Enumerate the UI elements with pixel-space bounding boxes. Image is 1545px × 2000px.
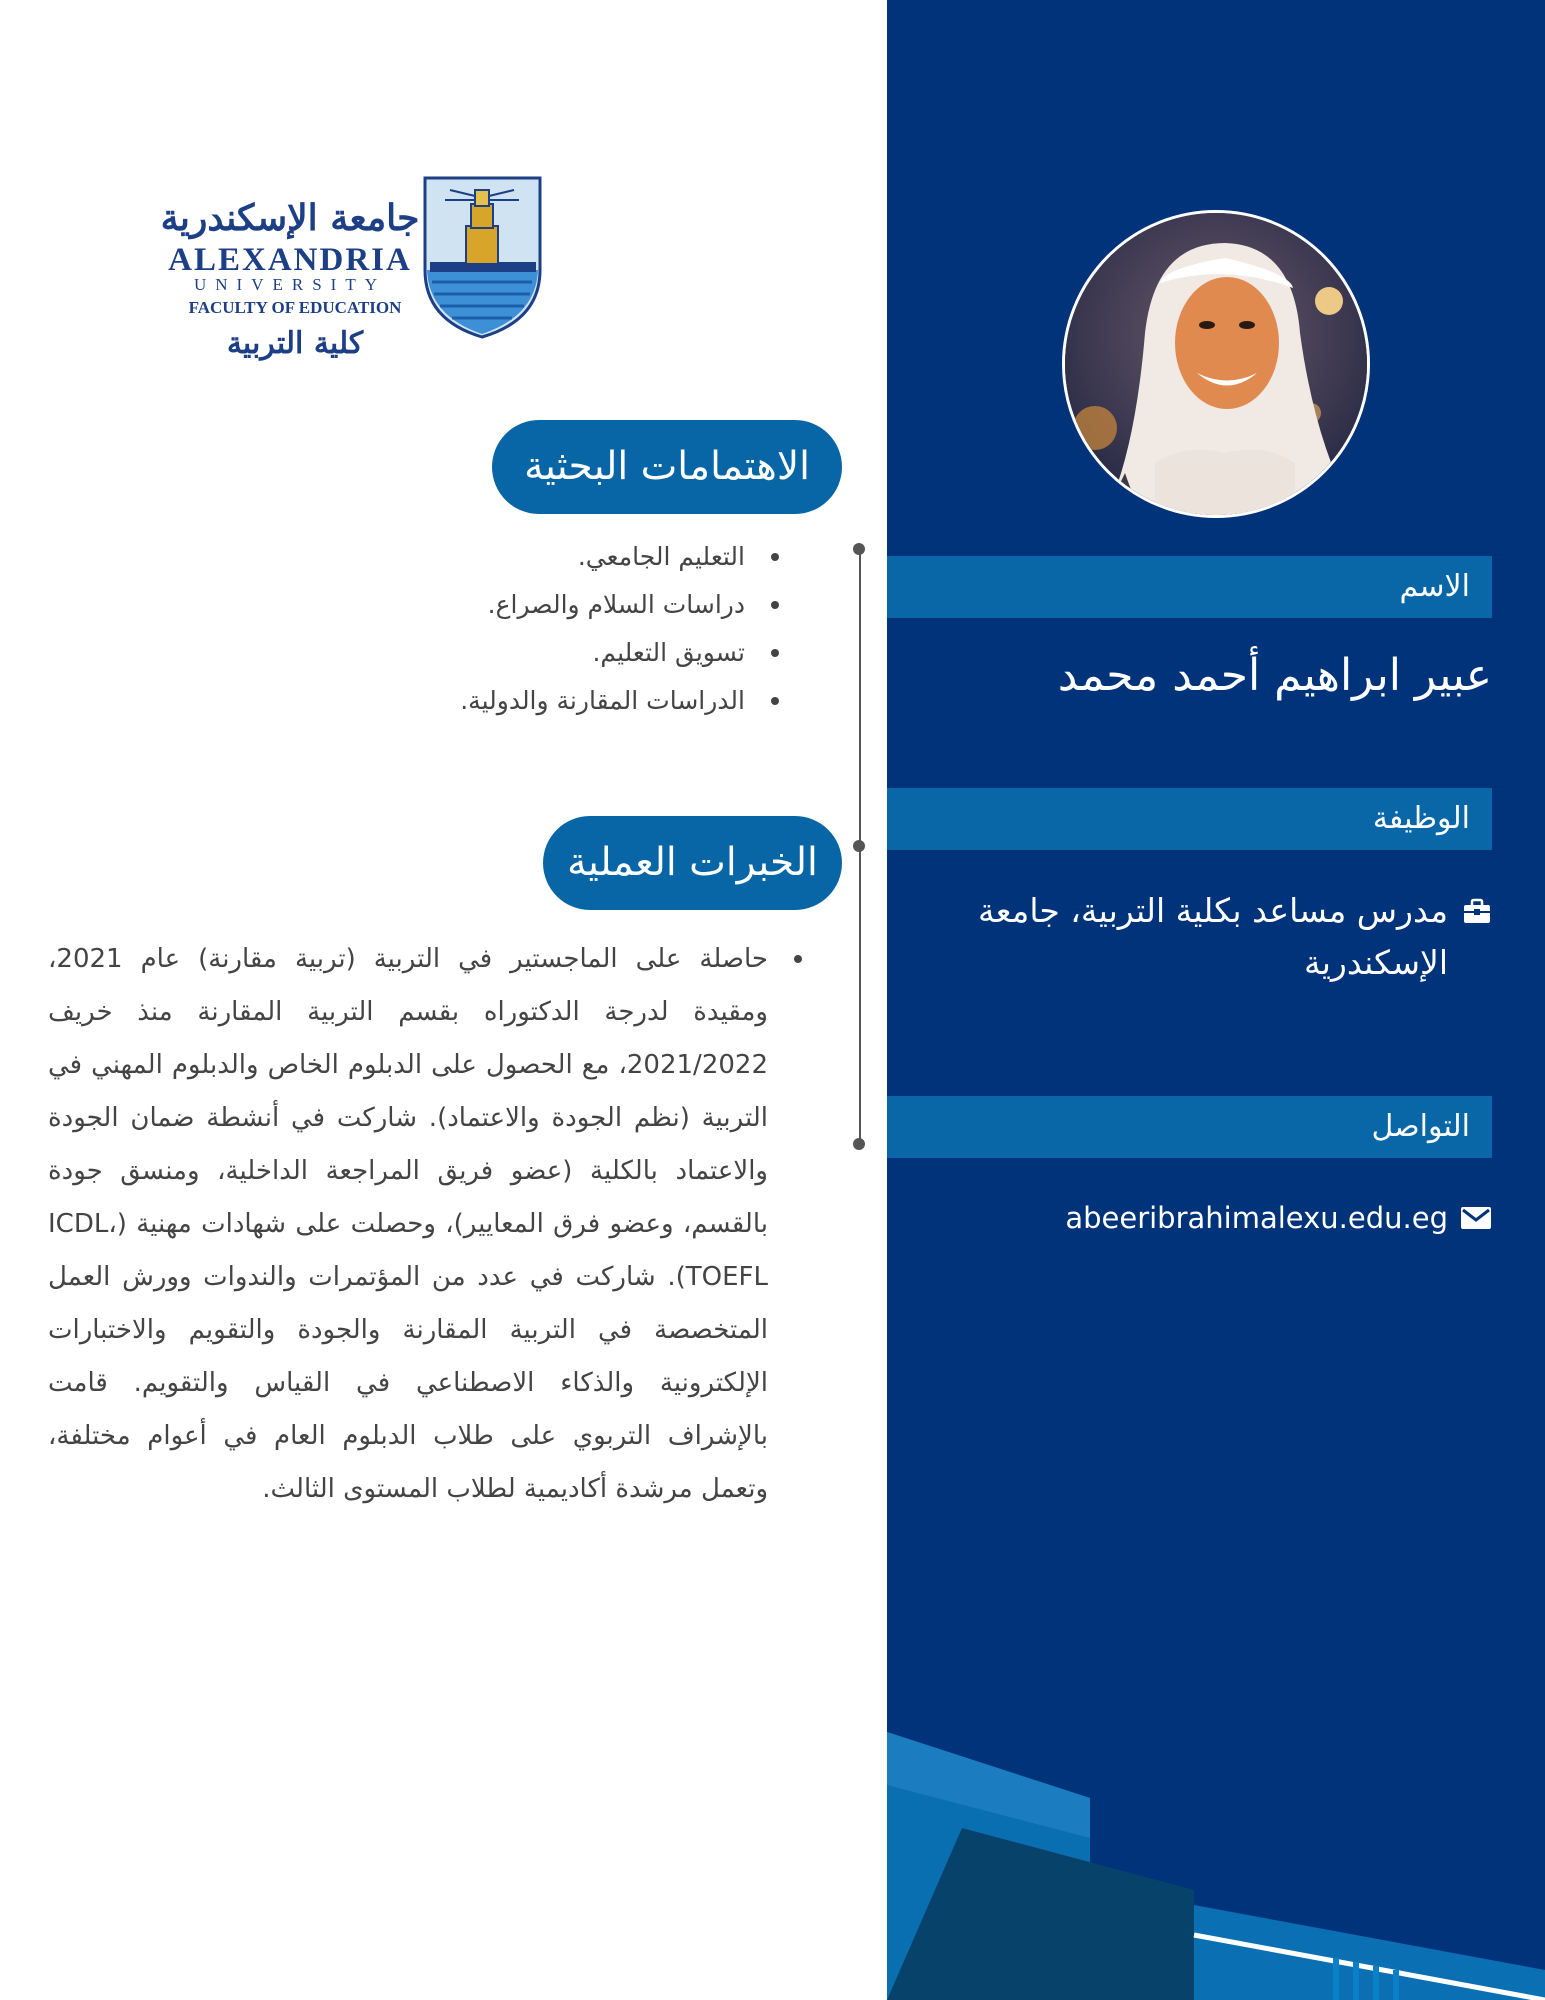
email-row [932, 1196, 1492, 1240]
research-interests-title: الاهتمامات البحثية [492, 420, 842, 514]
logo-arabic-faculty: كلية التربية [226, 326, 364, 361]
list-item: تسويق التعليم. [285, 629, 785, 677]
briefcase-icon [1462, 897, 1492, 927]
experience-title: الخبرات العملية [543, 816, 842, 910]
name-label: الاسم [887, 556, 1492, 618]
experience-list [48, 933, 808, 1516]
list-item: الدراسات المقارنة والدولية. [285, 677, 785, 725]
name-value: عبير ابراهيم أحمد محمد [1057, 650, 1492, 701]
logo-english-university: ALEXANDRIA [168, 242, 412, 278]
list-item: التعليم الجامعي. [285, 533, 785, 581]
email-link[interactable]: abeeribrahimalexu.edu.eg [1065, 1201, 1448, 1235]
experience-paragraph: حاصلة على الماجستير في التربية (تربية مقارنة) عام 2021، ومقيدة لدرجة الدكتوراه بقسم التربية المقارنة منذ خريف 2021/2022، مع الحصول على الدبلوم الخاص والدبلوم المهني في التربية (نظم الجودة والاعتماد). شاركت في أنشطة ضمان الجودة والاعتماد بالكلية (عضو فريق المراجعة الداخلية، ومنسق جودة بالقسم، وعضو فرق المعايير)، وحصلت على شهادات مهنية (ICDL، TOEFL). شاركت في عدد من المؤتمرات والندوات وورش العمل المتخصصة في التربية المقارنة والجودة والتقويم والاختبارات الإلكترونية والذكاء الاصطناعي في القياس والتقويم. قامت بالإشراف التربوي على طلاب الدبلوم العام في أعوام مختلفة، وتعمل مرشدة أكاديمية لطلاب المستوى الثالث. [48, 933, 808, 1516]
timeline-dot [853, 1138, 865, 1150]
lighthouse-shield-icon [425, 178, 540, 337]
alexandria-university-logo [160, 170, 550, 370]
list-item: دراسات السلام والصراع. [285, 581, 785, 629]
timeline-dot [853, 543, 865, 555]
contact-label: التواصل [887, 1096, 1492, 1158]
research-interests-list [285, 533, 785, 725]
profile-sidebar [887, 0, 1545, 2000]
logo-english-university-sub: UNIVERSITY [194, 275, 386, 294]
profile-photo-image [1065, 213, 1367, 515]
envelope-icon [1460, 1206, 1492, 1230]
timeline-dot [853, 840, 865, 852]
job-label: الوظيفة [887, 788, 1492, 850]
job-row [932, 885, 1492, 989]
logo-english-faculty: FACULTY OF EDUCATION [188, 298, 402, 317]
logo-arabic-university: جامعة الإسكندرية [160, 197, 420, 239]
job-value: مدرس مساعد بكلية التربية، جامعة الإسكندرية [978, 891, 1448, 982]
profile-photo [1062, 210, 1370, 518]
